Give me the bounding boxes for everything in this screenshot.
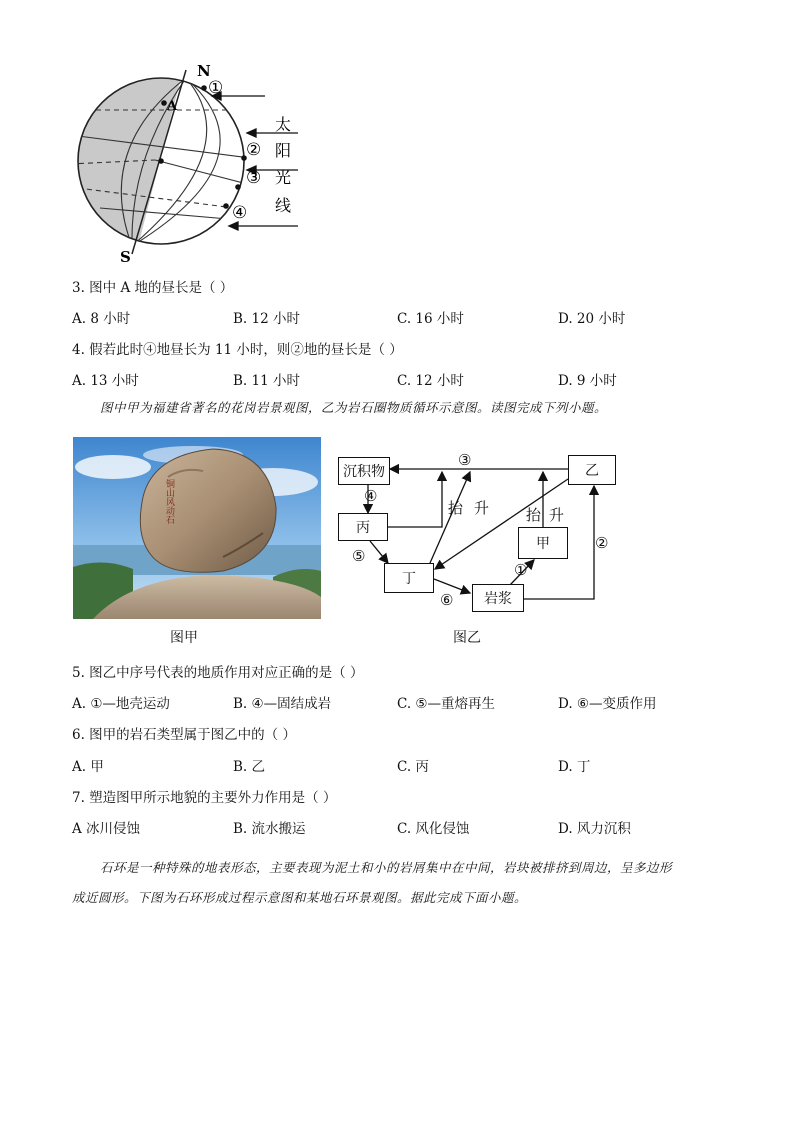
equator-line xyxy=(155,160,255,186)
label-mark-2: ② xyxy=(246,140,262,160)
sun-char-4: 线 xyxy=(275,196,292,215)
caption-figure-yi: 图乙 xyxy=(453,630,481,646)
intro-paragraph-1: 图中甲为福建省著名的花岗岩景观图，乙为岩石圈物质循环示意图。读图完成下列小题。 xyxy=(100,400,608,415)
q6-option-a[interactable]: A. 甲 xyxy=(72,759,104,775)
q6-option-b[interactable]: B. 乙 xyxy=(233,759,266,775)
q7-option-d[interactable]: D. 风力沉积 xyxy=(558,821,631,837)
q5-option-a[interactable]: A. ①—地壳运动 xyxy=(72,696,170,712)
cloud xyxy=(75,455,151,479)
label-uplift-char-3: 抬 xyxy=(526,506,542,524)
q7-option-a[interactable]: A 冰川侵蚀 xyxy=(72,821,141,837)
label-4: ④ xyxy=(364,487,378,505)
globe-svg xyxy=(60,58,320,270)
box-bing: 丙 xyxy=(338,513,388,541)
q5-option-d[interactable]: D. ⑥—变质作用 xyxy=(558,696,657,712)
label-mark-4: ④ xyxy=(232,203,248,223)
label-mark-3: ③ xyxy=(246,168,262,188)
photo-svg xyxy=(73,437,321,619)
point-3 xyxy=(235,184,241,190)
question-3-stem: 3. 图中 A 地的昼长是（ ） xyxy=(72,280,234,296)
q4-option-a[interactable]: A. 13 小时 xyxy=(72,373,139,389)
q4-option-d[interactable]: D. 9 小时 xyxy=(558,373,617,389)
label-2: ② xyxy=(595,534,609,552)
label-1: ① xyxy=(514,561,528,579)
arrow-bing-uplift xyxy=(388,472,442,527)
rock-inscription: 铜山风动石 xyxy=(164,479,174,524)
q5-option-c[interactable]: C. ⑤—重熔再生 xyxy=(397,696,496,712)
question-5-stem: 5. 图乙中序号代表的地质作用对应正确的是（ ） xyxy=(72,665,364,681)
sun-char-2: 阳 xyxy=(275,141,292,160)
q6-option-d[interactable]: D. 丁 xyxy=(558,759,591,775)
label-N: N xyxy=(197,62,211,80)
point-A xyxy=(161,100,167,106)
intro-paragraph-2-line-2: 成近圆形。下图为石环形成过程示意图和某地石环景观图。据此完成下面小题。 xyxy=(72,890,528,905)
question-4-stem: 4. 假若此时④地昼长为 11 小时，则②地的昼长是（ ） xyxy=(72,342,403,358)
label-uplift-char-1: 抬 xyxy=(448,499,464,517)
question-7-stem: 7. 塑造图甲所示地貌的主要外力作用是（ ） xyxy=(72,790,337,806)
arrow-head xyxy=(229,222,238,230)
q4-option-c[interactable]: C. 12 小时 xyxy=(397,373,464,389)
label-A: A xyxy=(167,99,178,114)
balancing-rock xyxy=(140,449,276,572)
night-shading xyxy=(60,58,186,270)
box-ding: 丁 xyxy=(384,563,434,593)
globe-diagram xyxy=(60,58,320,270)
label-3: ③ xyxy=(458,451,472,469)
intro-paragraph-2-line-1: 石环是一种特殊的地表形态，主要表现为泥土和小的岩屑集中在中间，岩块被排挤到周边，呈多边形 xyxy=(100,860,673,875)
box-magma: 岩浆 xyxy=(472,584,524,612)
label-uplift-char-4: 升 xyxy=(549,506,565,524)
arrow-5 xyxy=(370,541,388,563)
q5-option-b[interactable]: B. ④—固结成岩 xyxy=(233,696,332,712)
caption-figure-jia: 图甲 xyxy=(170,630,198,646)
sun-char-3: 光 xyxy=(275,168,292,187)
q7-option-b[interactable]: B. 流水搬运 xyxy=(233,821,306,837)
q4-option-b[interactable]: B. 11 小时 xyxy=(233,373,300,389)
arrow-head xyxy=(247,129,256,137)
center-point xyxy=(158,158,164,164)
q3-option-d[interactable]: D. 20 小时 xyxy=(558,311,626,327)
point-1 xyxy=(201,85,207,91)
label-S: S xyxy=(120,248,131,266)
box-jia: 甲 xyxy=(518,527,568,559)
box-sediment: 沉积物 xyxy=(338,457,390,485)
q3-option-c[interactable]: C. 16 小时 xyxy=(397,311,464,327)
label-5: ⑤ xyxy=(352,547,366,565)
label-6: ⑥ xyxy=(440,591,454,609)
q7-option-c[interactable]: C. 风化侵蚀 xyxy=(397,821,470,837)
label-uplift-char-2: 升 xyxy=(474,499,490,517)
q3-option-a[interactable]: A. 8 小时 xyxy=(72,311,131,327)
point-4 xyxy=(223,203,229,209)
box-yi: 乙 xyxy=(568,455,616,485)
sun-char-1: 太 xyxy=(275,115,292,134)
q3-option-b[interactable]: B. 12 小时 xyxy=(233,311,300,327)
q6-option-c[interactable]: C. 丙 xyxy=(397,759,429,775)
rock-cycle-diagram xyxy=(330,445,630,625)
granite-rock-photo xyxy=(73,437,321,619)
label-mark-1: ① xyxy=(208,78,224,98)
question-6-stem: 6. 图甲的岩石类型属于图乙中的（ ） xyxy=(72,727,296,743)
